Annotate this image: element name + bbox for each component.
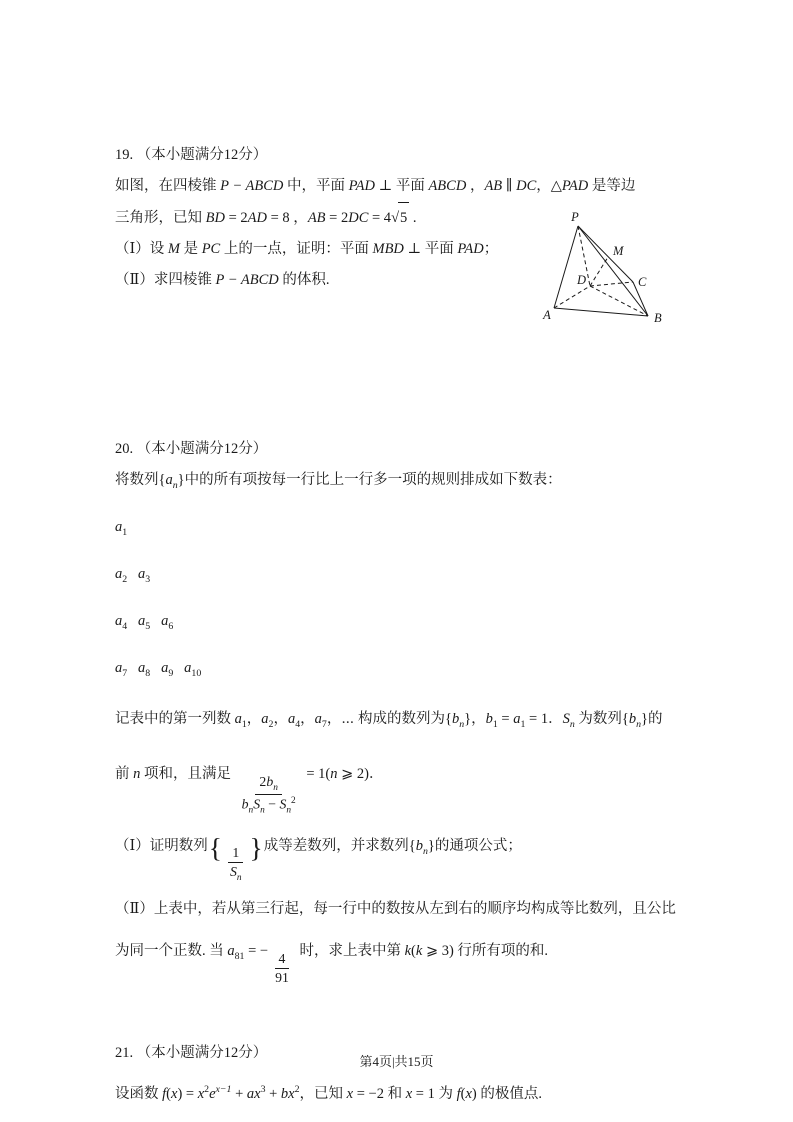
vertex-label-m: M: [613, 244, 624, 258]
problem-19-statement-line-1: 如图，在四棱锥 P − ABCD 中，平面 PAD ⊥ 平面 ABCD ，AB ∥ DC，△PAD 是等边: [115, 178, 636, 194]
vertex-label-b: B: [654, 311, 662, 325]
problem-21-header: 21. （本小题满分12分）: [115, 1044, 268, 1061]
problem-21: [115, 1038, 688, 1111]
pyramid-figure: [538, 210, 678, 332]
problem-19-statement-line-2: 三角形，已知 BD = 2AD = 8 ，AB = 2DC = 4√5 .: [115, 202, 688, 234]
problem-19-part-1: （Ⅰ）设 M 是 PC 上的一点，证明：平面 MBD ⊥ 平面 PAD；: [115, 241, 499, 257]
problem-20: [115, 434, 688, 986]
edge-PC: [578, 226, 633, 282]
vertex-label-a: A: [543, 308, 551, 322]
problem-20-paragraph-1: 记表中的第一列数 $a_1$，$a_2$，$a_4$，$a_7$，⋯ 构成的数列为$\{b_n\}$，$b_1 = a_1 = 1$．$S_n$ 为数列$\{b_n\}$的: [115, 711, 663, 731]
edge-DC-hidden: [590, 282, 633, 286]
triangle-table-row-1: $a_1$: [115, 518, 128, 538]
vertex-label-p: P: [571, 210, 579, 224]
problem-20-paragraph-2: 前 n 项和，且满足 $\frac{2b_n}{b_nS_n - S_n^2}$ = 1(n ⩾ 2)．: [115, 766, 384, 816]
problem-20-part-2-line-2: 为同一个正数. 当 $a_{81}$ = − $\frac{4}{91}$ 时，求上表中第 k(k ⩾ 3) 行所有项的和.: [115, 943, 549, 985]
problem-19-header: 19. （本小题满分12分）: [115, 147, 268, 163]
problem-20-part-1: （Ⅰ）证明数列{ $\frac{1}{S_n}$ }成等差数列，并求数列$\{b_n\}$的通项公式；: [115, 832, 522, 883]
problem-20-part-2-line-1: （Ⅱ）上表中，若从第三行起，每一行中的数按从左到右的顺序均构成等比数列，且公比: [115, 901, 676, 918]
triangle-table-row-4: $a_7$ $a_8$ $a_9$ $a_{10}$: [115, 659, 202, 679]
page-footer: 第4页|共15页: [359, 1054, 434, 1069]
vertex-label-d: D: [576, 273, 586, 287]
edge-DM-hidden: [590, 257, 608, 286]
problem-19-part-2: （Ⅱ）求四棱锥 P − ABCD 的体积.: [115, 272, 330, 288]
problem-21-statement: 设函数 $f(x) = x^2e^{x-1} + ax^3 + bx^2$，已知 x = −2 和 x = 1 为 f(x) 的极值点.: [115, 1083, 542, 1102]
triangle-table-row-2: $a_2$ $a_3$: [115, 565, 151, 585]
edge-PB: [578, 226, 648, 316]
vertex-label-c: C: [638, 275, 647, 289]
problem-20-header: 20. （本小题满分12分）: [115, 441, 268, 457]
problem-20-intro: 将数列$\{a_n\}$中的所有项按每一行比上一行多一项的规则排成如下数表：: [115, 472, 562, 491]
triangle-table-row-3: $a_4$ $a_5$ $a_6$: [115, 612, 174, 632]
